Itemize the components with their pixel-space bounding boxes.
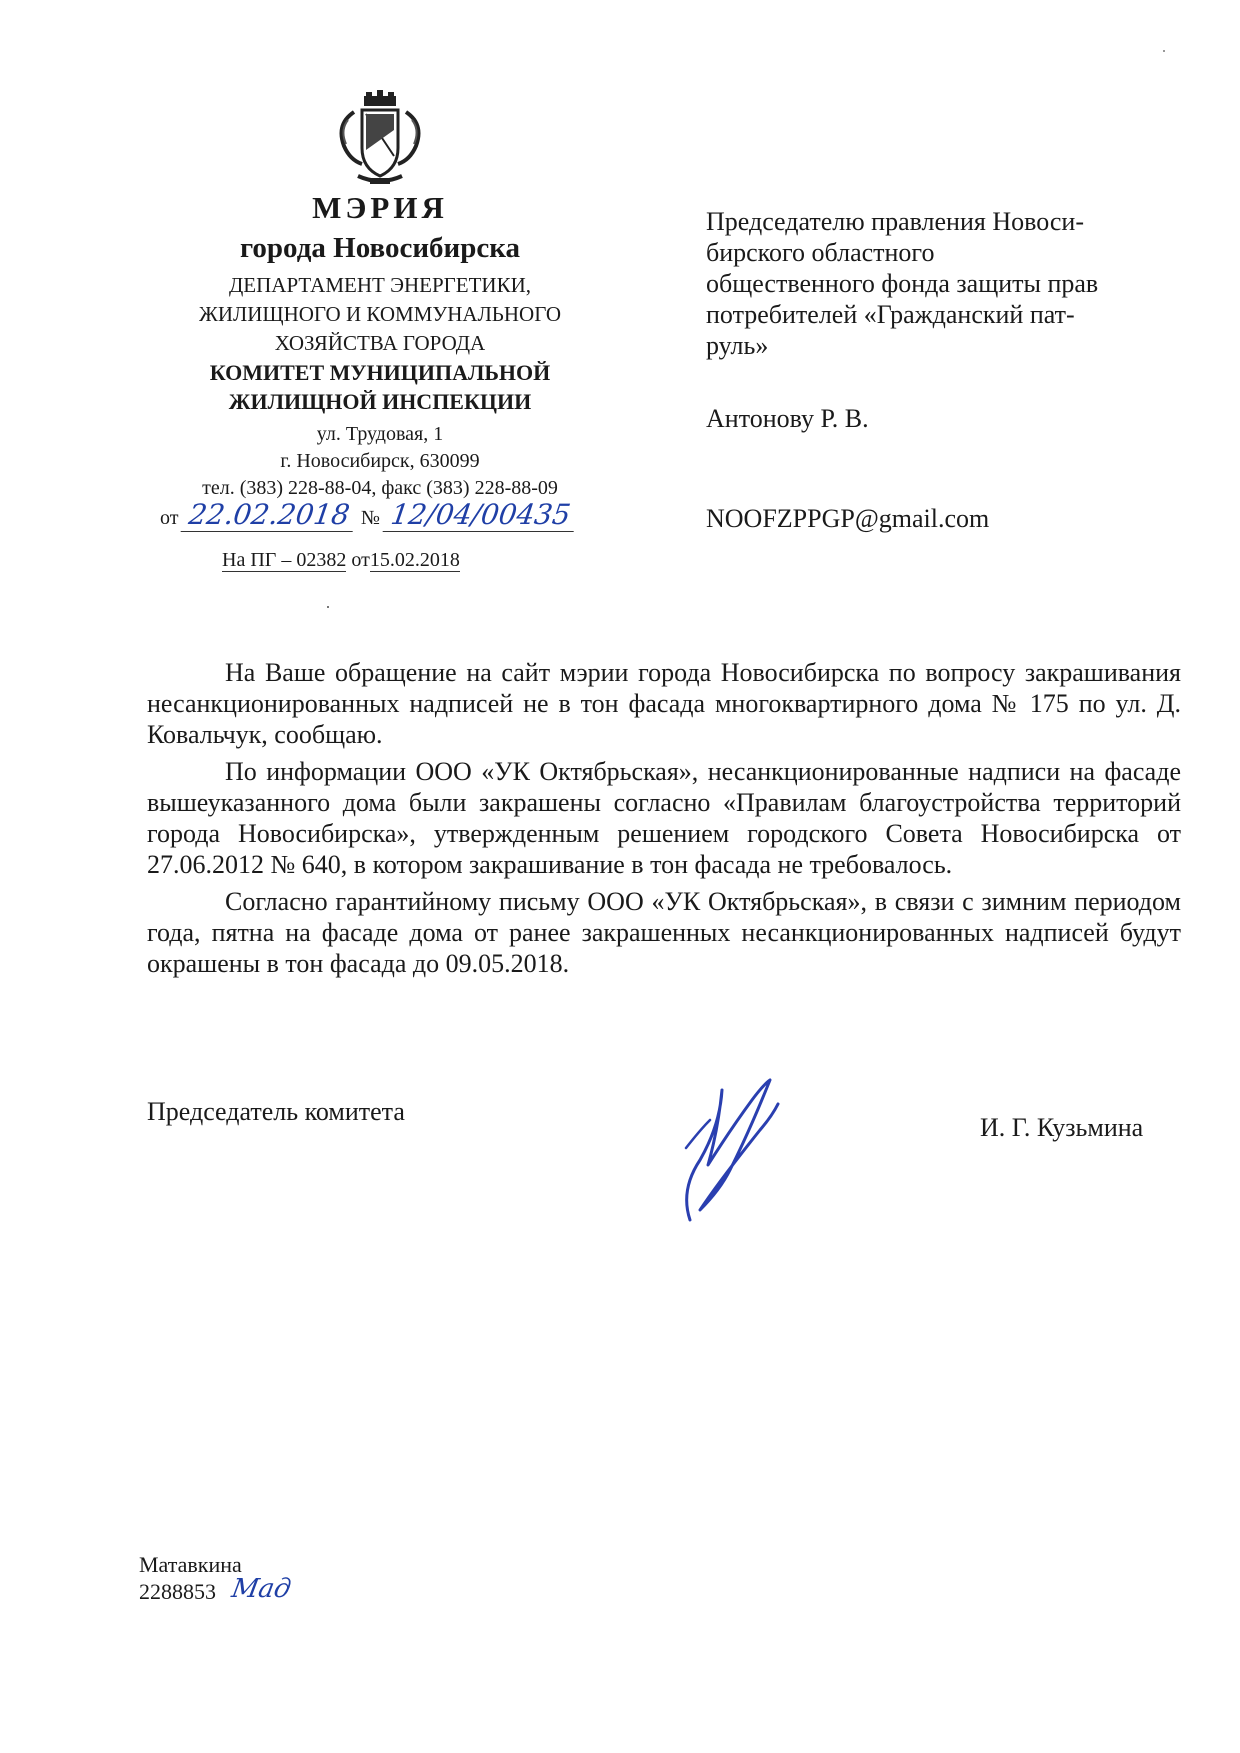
addressee-line: потребителей «Гражданский пат- — [706, 300, 1075, 329]
addressee-email: NOOFZPPGP@gmail.com — [706, 504, 990, 533]
signatory-title: Председатель комитета — [147, 1097, 405, 1126]
letter-body — [147, 657, 1181, 985]
handwritten-number: 12/04/00435 — [383, 498, 579, 532]
handwritten-date: 22.02.2018 — [181, 498, 358, 532]
incoming-date-prefix: от — [351, 549, 370, 571]
body-paragraph: На Ваше обращение на сайт мэрии города Новосибирска по вопросу закрашивания несанкционированных надписей не в тон фасада многоквартирного дома № 175 по ул. Д. Ковальчук, сообщаю. — [147, 658, 1181, 749]
letterhead-city: города Новосибирска — [239, 232, 521, 264]
date-prefix: от — [160, 507, 179, 529]
addressee-block — [706, 206, 1176, 361]
letterhead-address-line: ул. Трудовая, 1 — [316, 423, 444, 445]
scan-speck — [327, 606, 329, 608]
incoming-reference — [222, 549, 460, 572]
body-paragraph: Согласно гарантийному письму ООО «УК Октябрьская», в связи с зимним периодом года, пятна на фасаде дома от ранее закрашенных несанкционированных надписей будут окрашены в тон фасада до 09.05.2018. — [147, 887, 1181, 978]
signatory-name: И. Г. Кузьмина — [980, 1113, 1144, 1142]
scan-speck — [1163, 50, 1165, 52]
outgoing-reference — [160, 498, 576, 532]
letterhead-address-line: тел. (383) 228-88-04, факс (383) 228-88-09 — [202, 477, 558, 499]
executor-name: Матавкина — [139, 1552, 242, 1577]
incoming-prefix: На — [222, 549, 246, 571]
addressee-line: бирского областного — [706, 238, 935, 267]
letterhead-mayor: МЭРИЯ — [312, 190, 448, 225]
number-prefix: № — [360, 507, 380, 529]
executor-phone: 2288853 — [139, 1579, 216, 1604]
letterhead-department-line: ДЕПАРТАМЕНТ ЭНЕРГЕТИКИ, — [228, 273, 532, 297]
letterhead-committee-line: КОМИТЕТ МУНИЦИПАЛЬНОЙ — [209, 360, 551, 385]
executor-initials: Мад — [229, 1574, 294, 1604]
addressee-line: руль» — [706, 331, 769, 360]
addressee-line: Председателю правления Новоси- — [706, 207, 1084, 236]
incoming-number: ПГ – 02382 — [250, 549, 347, 571]
letterhead-department-line: ЖИЛИЩНОГО И КОММУНАЛЬНОГО — [199, 302, 561, 326]
body-paragraph: По информации ООО «УК Октябрьская», несанкционированные надписи на фасаде вышеуказанного дома были закрашены согласно «Правилам благоустройства территорий города Новосибирска», утвержденным решением городского Совета Новосибирска от 27.06.2012 № 640, в котором закрашивание в тон фасада не требовалось. — [147, 757, 1181, 879]
letterhead-address-line: г. Новосибирск, 630099 — [280, 450, 480, 472]
letterhead-committee-line: ЖИЛИЩНОЙ ИНСПЕКЦИИ — [228, 389, 532, 414]
novosibirsk-coat-of-arms-icon — [330, 90, 430, 190]
letterhead-department-line: ХОЗЯЙСТВА ГОРОДА — [274, 331, 486, 355]
addressee-line: общественного фонда защиты прав — [706, 269, 1099, 298]
addressee-name: Антонову Р. В. — [706, 404, 869, 433]
incoming-date: 15.02.2018 — [369, 549, 460, 571]
handwritten-signature — [660, 1070, 810, 1230]
